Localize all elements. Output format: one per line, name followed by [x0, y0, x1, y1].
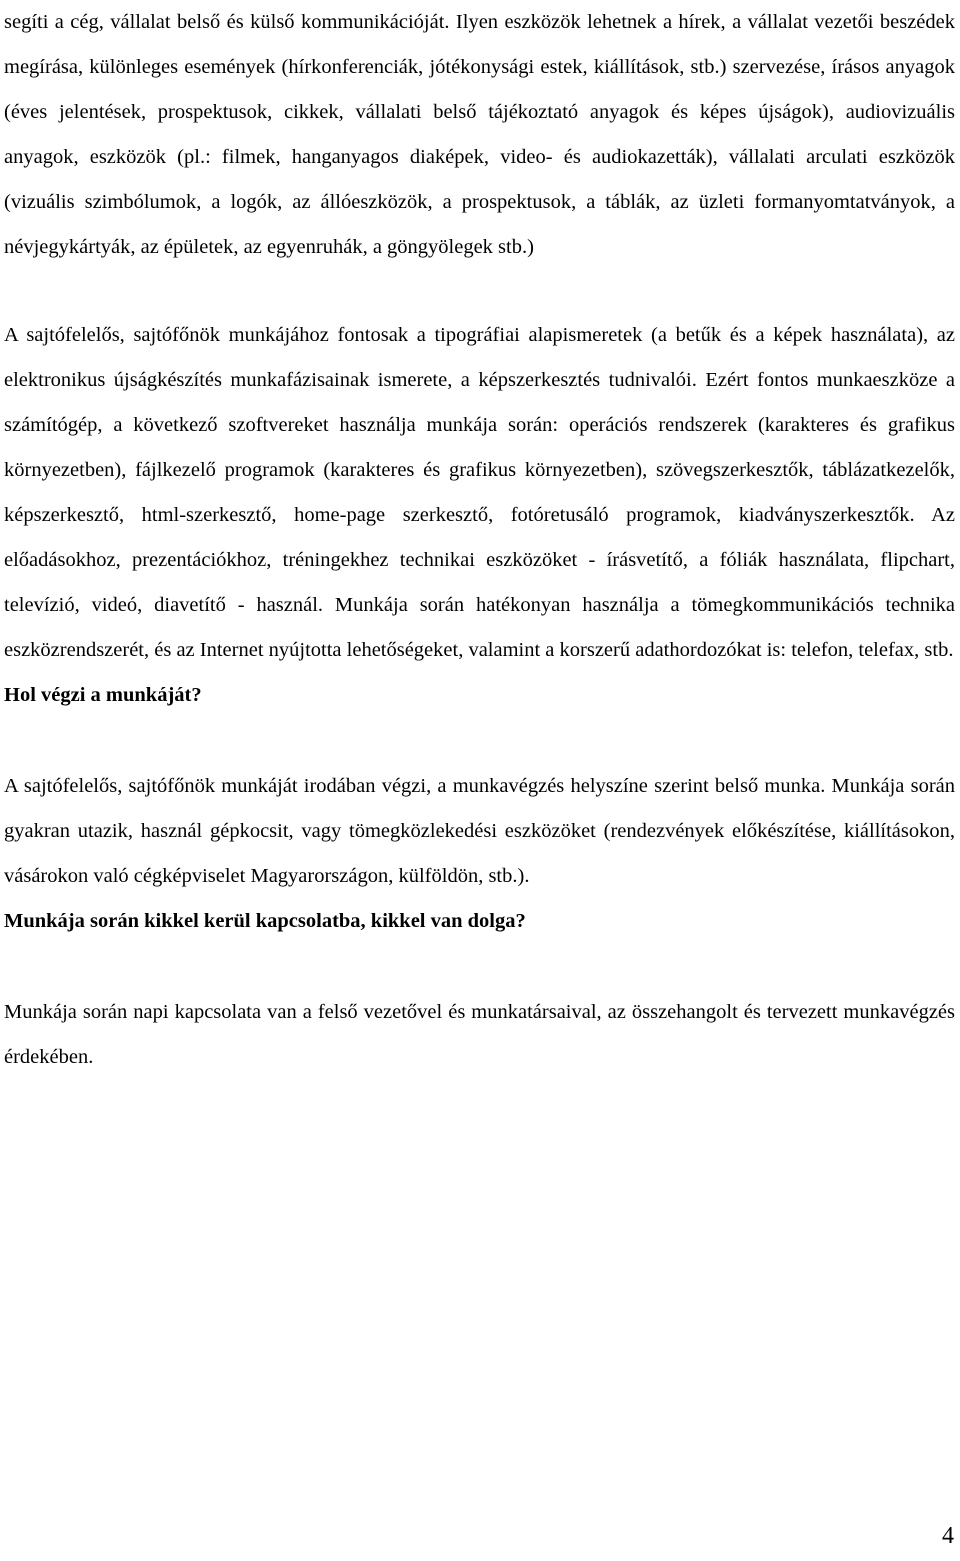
body-paragraph: segíti a cég, vállalat belső és külső kommunikációját. Ilyen eszközök lehetnek a hírek, a vállalat vezetői beszédek megírása, különleges események (hírkonferenciák, jótékonysági estek, kiállítások, stb.) szervezése, írásos anyagok (éves jelentések, prospektusok, cikkek, vállalati belső tájékoztató anyagok és képes újságok), audiovizuális anyagok, eszközök (pl.: filmek, hanganyagos diaképek, video- és audiokazetták), vállalati arculati eszközök (vizuális szimbólumok, a logók, az állóeszközök, a prospektusok, a táblák, az üzleti formanyomtatványok, a névjegykártyák, az épületek, az egyenruhák, a göngyölegek stb.) — [4, 11, 955, 258]
document-page — [4, 0, 955, 1080]
page-number: 4 — [942, 1523, 954, 1549]
body-paragraph: Munkája során napi kapcsolata van a felső vezetővel és munkatársaival, az összehangolt és tervezett munkavégzés érdekében. — [4, 1001, 955, 1068]
section-heading: Hol végzi a munkáját? — [4, 684, 202, 706]
section-heading: Munkája során kikkel kerül kapcsolatba, kikkel van dolga? — [4, 910, 526, 932]
body-paragraph: A sajtófelelős, sajtófőnök munkájához fontosak a tipográfiai alapismeretek (a betűk és a képek használata), az elektronikus újságkészítés munkafázisainak ismerete, a képszerkesztés tudnivalói. Ezért fontos munkaeszköze a számítógép, a következő szoftvereket használja munkája során: operációs rendszerek (karakteres és grafikus környezetben), fájlkezelő programok (karakteres és grafikus környezetben), szövegszerkesztők, táblázatkezelők, képszerkesztő, html-szerkesztő, home-page szerkesztő, fotóretusáló programok, kiadványszerkesztők. Az előadásokhoz, prezentációkhoz, tréningekhez technikai eszközöket - írásvetítő, a fóliák használata, flipchart, televízió, videó, diavetítő - használ. Munkája során hatékonyan használja a tömegkommunikációs technika eszközrendszerét, és az Internet nyújtotta lehetőségeket, valamint a korszerű adathordozókat is: telefon, telefax, stb. — [4, 324, 955, 661]
body-paragraph: A sajtófelelős, sajtófőnök munkáját irodában végzi, a munkavégzés helyszíne szerint belső munka. Munkája során gyakran utazik, használ gépkocsit, vagy tömegközlekedési eszközöket (rendezvények előkészítése, kiállításokon, vásárokon való cégképviselet Magyarországon, külföldön, stb.). — [4, 775, 955, 887]
